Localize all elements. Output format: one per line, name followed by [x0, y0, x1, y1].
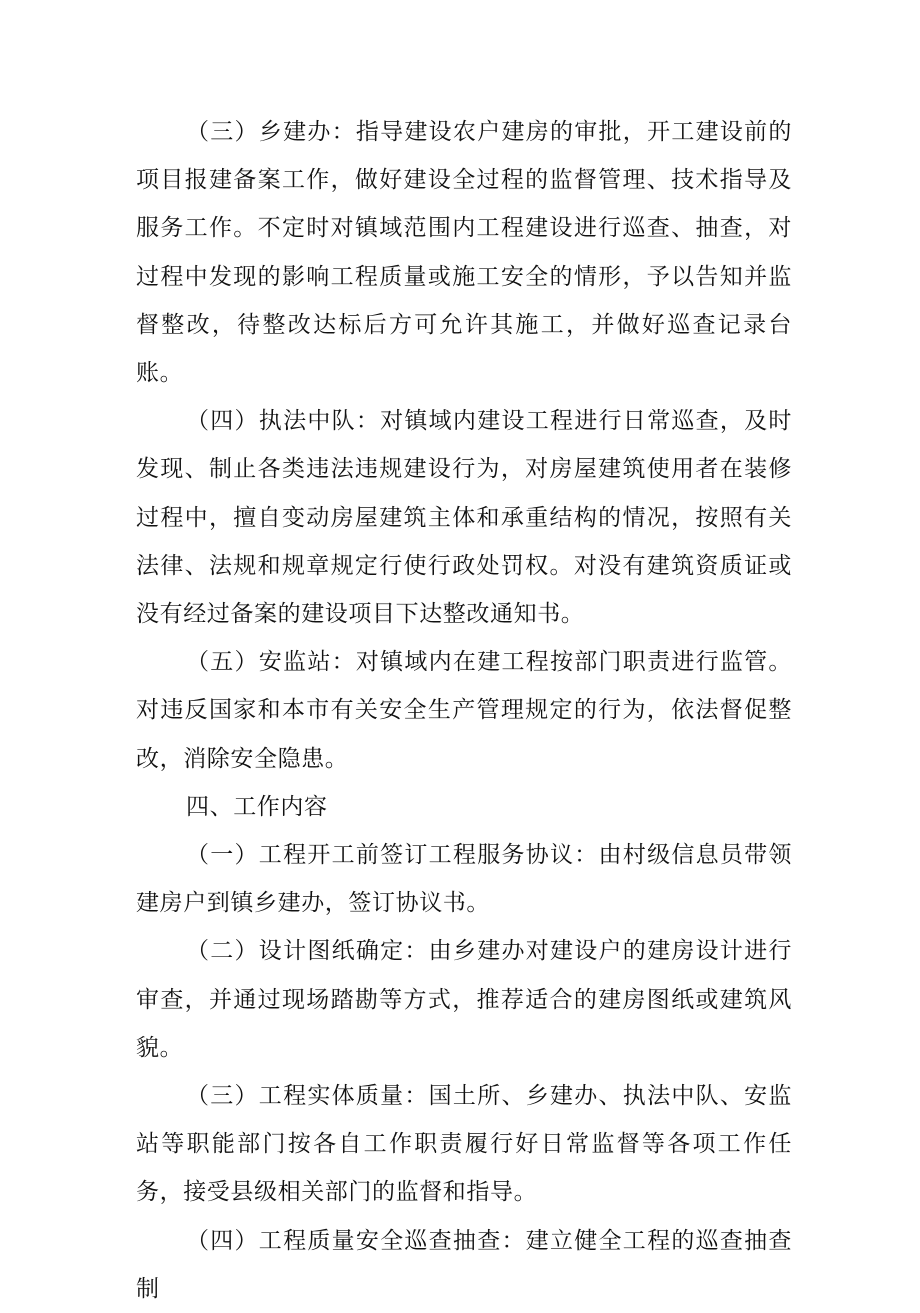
paragraph-inspection: （四）工程质量安全巡查抽查：建立健全工程的巡查抽查制	[136, 1227, 792, 1302]
paragraph-anjianzhan-duties: （五）安监站：对镇域内在建工程按部门职责进行监管。对违反国家和本市有关安全生产管理规定的行为，依法督促整改，消除安全隐患。	[136, 649, 792, 772]
paragraph-service-agreement: （一）工程开工前签订工程服务协议：由村级信息员带领建房户到镇乡建办，签订协议书。	[136, 842, 792, 917]
document-body	[136, 108, 792, 1313]
section-heading-work-content: 四、工作内容	[186, 793, 328, 820]
paragraph-entity-quality: （三）工程实体质量：国土所、乡建办、执法中队、安监站等职能部门按各自工作职责履行好日常监督等各项工作任务，接受县级相关部门的监督和指导。	[136, 1083, 792, 1206]
paragraph-xiangjianban-duties: （三）乡建办：指导建设农户建房的审批，开工建设前的项目报建备案工作，做好建设全过程的监督管理、技术指导及服务工作。不定时对镇域范围内工程建设进行巡查、抽查，对过程中发现的影响工程质量或施工安全的情形，予以告知并监督整改，待整改达标后方可允许其施工，并做好巡查记录台账。	[136, 119, 792, 387]
paragraph-zhifa-zhongdui-duties: （四）执法中队：对镇域内建设工程进行日常巡查，及时发现、制止各类违法违规建设行为，对房屋建筑使用者在装修过程中，擅自变动房屋建筑主体和承重结构的情况，按照有关法律、法规和规章规定行使行政处罚权。对没有建筑资质证或没有经过备案的建设项目下达整改通知书。	[136, 408, 792, 628]
paragraph-design-drawings: （二）设计图纸确定：由乡建办对建设户的建房设计进行审查，并通过现场踏勘等方式，推荐适合的建房图纸或建筑风貌。	[136, 938, 792, 1061]
